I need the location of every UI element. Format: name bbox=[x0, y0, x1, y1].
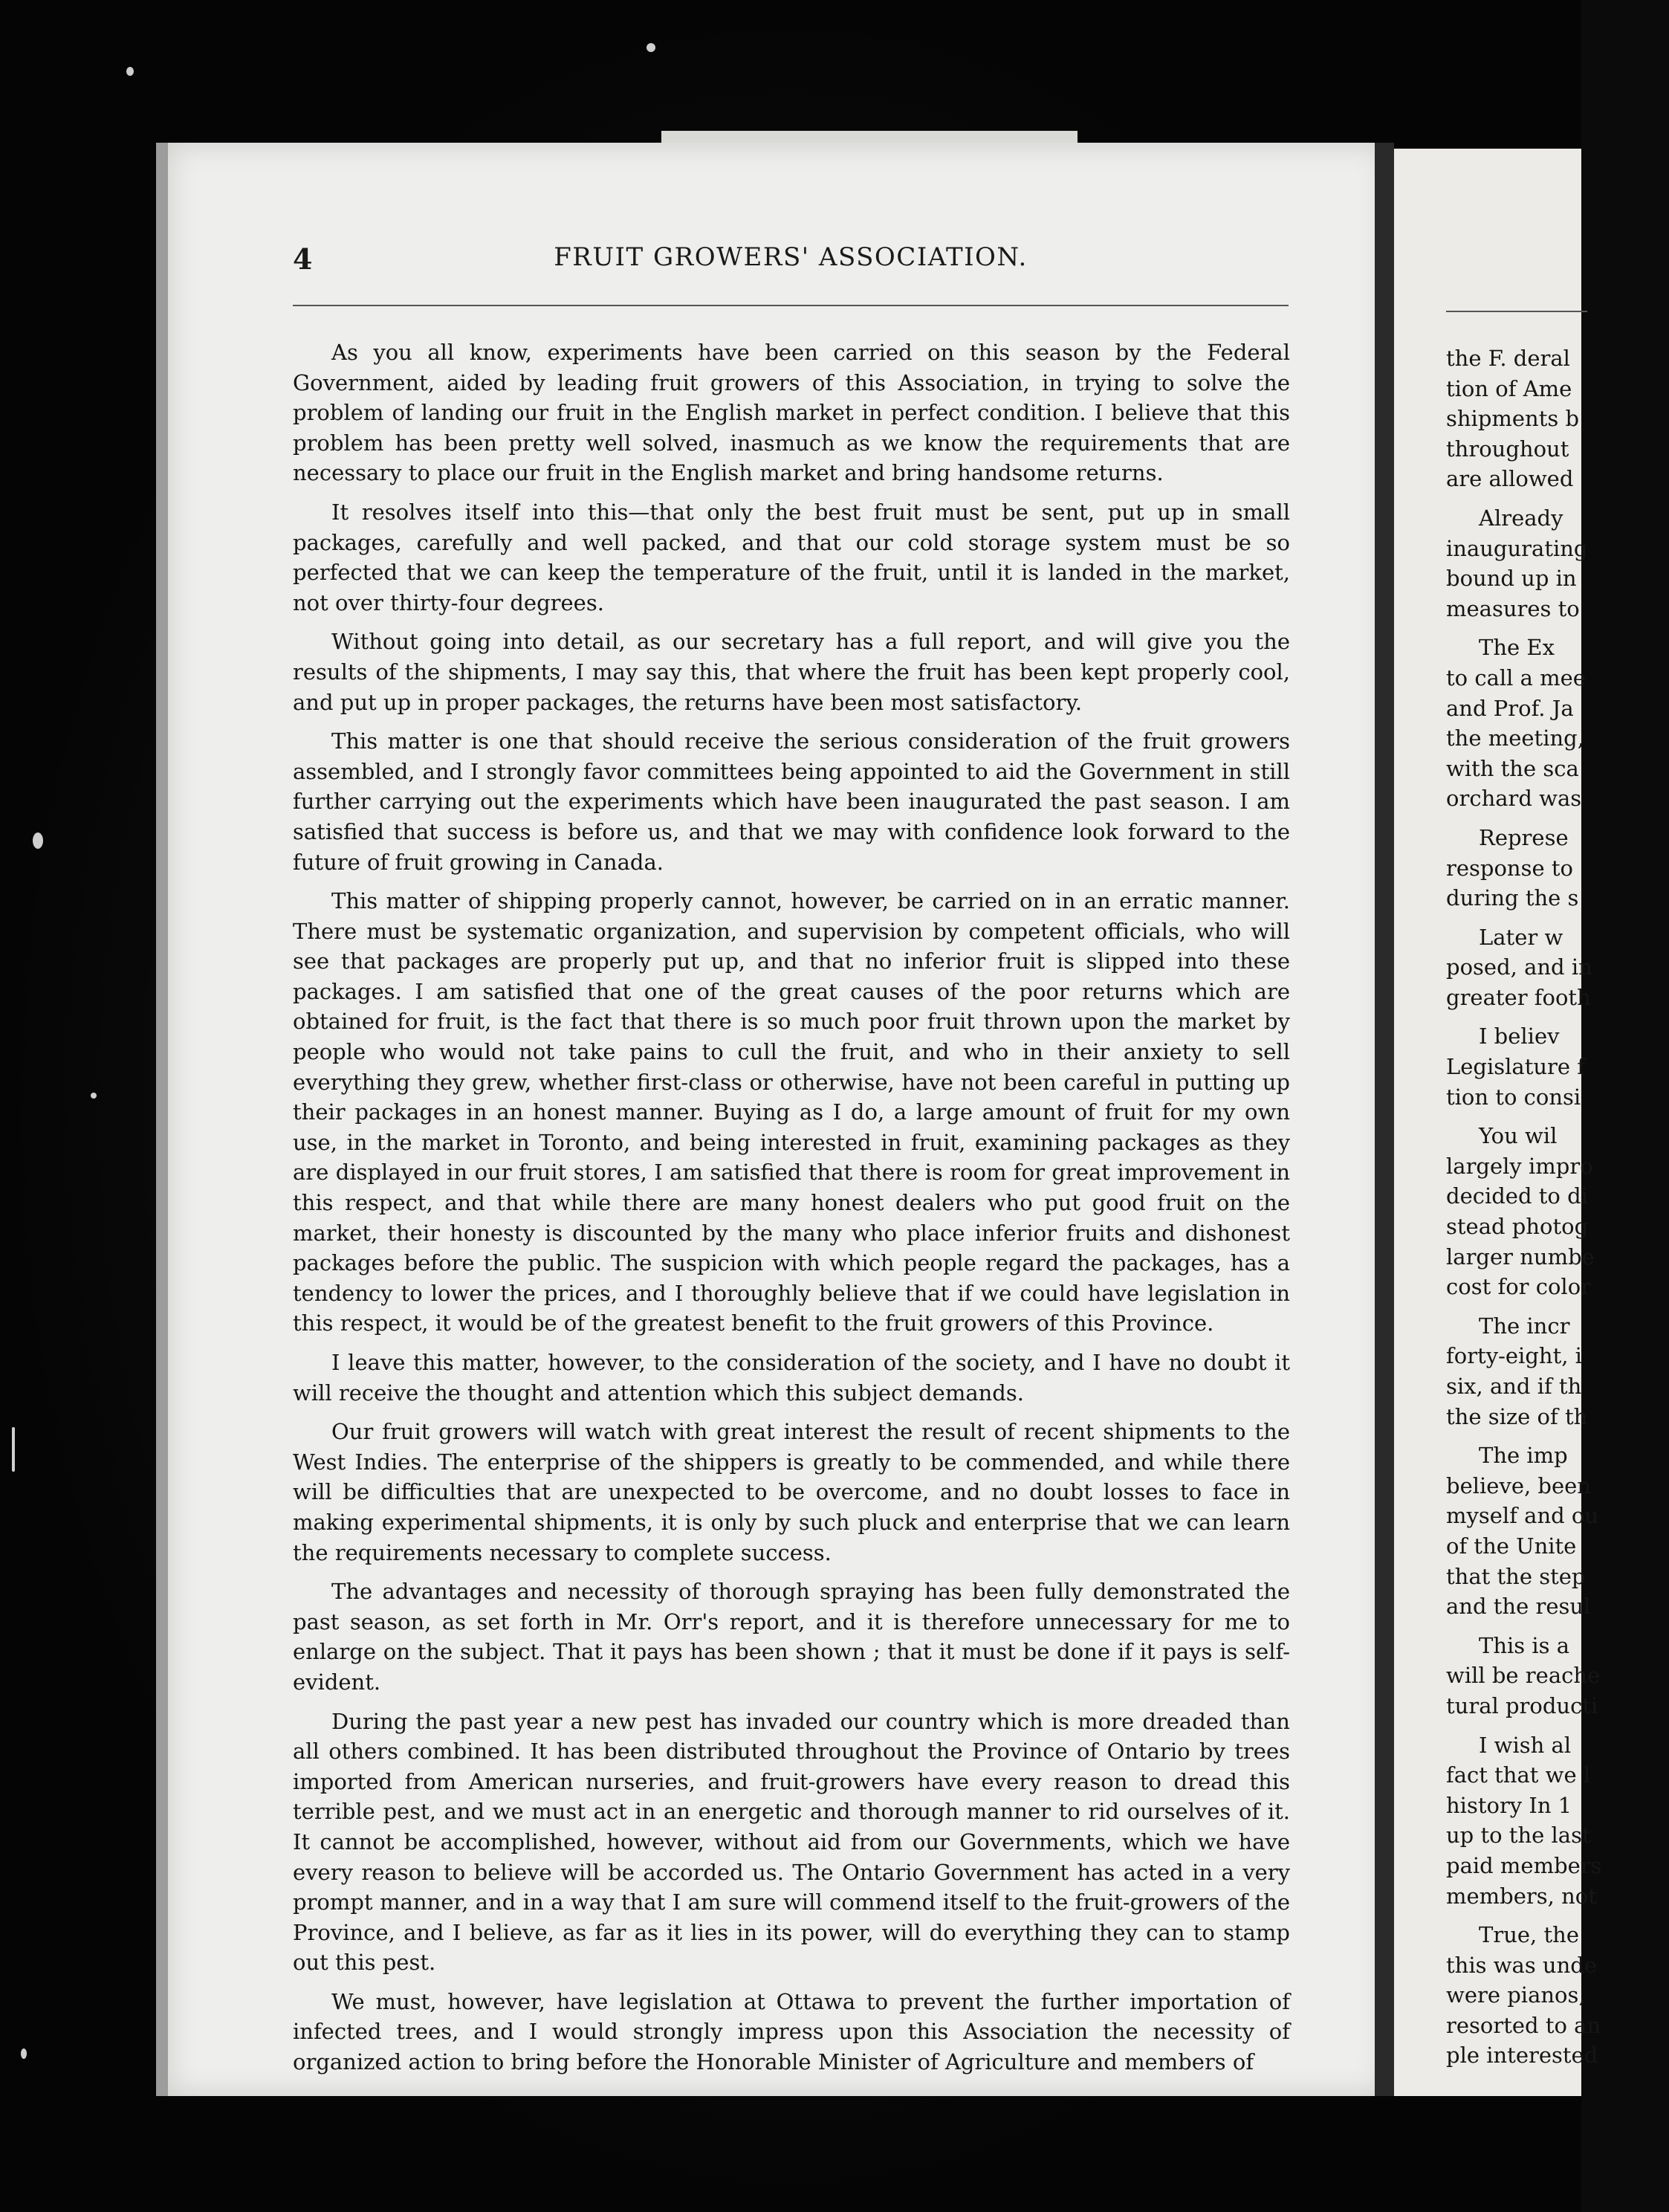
right-page-line: greater footh bbox=[1446, 984, 1591, 1010]
paragraph: This matter of shipping properly cannot, however, be carried on in an erratic manner. There must be systematic organization, and supervision by competent officials, who will see that packages are properly put up, and that no inferior fruit is slipped into these packages. I am satisfied that one of the great causes of the poor returns which are obtained for fruit, is the fact that there is so much poor fruit thrown upon the market by people who would not take pains to cull the fruit, and who in their anxiety to sell everything they grew, whether first-class or otherwise, have not been careful in putting up their packages in an honest manner. Buying as I do, a large amount of fruit for my own use, in the market in Toronto, and being interested in fruit, examining packages as they are displayed in our fruit stores, I am satisfied that there is room for great improvement in this respect, and that while there are many honest dealers who put good fruit on the market, their honesty is discounted by the many who place inferior fruits and dishonest packages before the public. The suspicion with which people regard the packages, has a tendency to lower the prices, and I thoroughly believe that if we could have legislation in this respect, it would be of the greatest benefit to the fruit growers of this Province. bbox=[293, 888, 1290, 1336]
dust-speck bbox=[33, 832, 43, 849]
book-gutter bbox=[1375, 143, 1394, 2096]
paragraph-gap bbox=[1446, 1302, 1669, 1311]
right-page-line: of the Unite bbox=[1446, 1533, 1577, 1559]
right-page-line: paid members bbox=[1446, 1852, 1602, 1878]
right-page-line: Legislature f bbox=[1446, 1054, 1586, 1080]
dust-speck bbox=[646, 43, 655, 52]
body-text bbox=[293, 337, 1290, 2086]
right-page-line: shipments b bbox=[1446, 406, 1580, 432]
right-header-rule bbox=[1446, 311, 1587, 312]
right-page-line: tion to consi bbox=[1446, 1084, 1581, 1110]
paragraph-gap bbox=[1446, 624, 1669, 633]
right-page-line: posed, and in bbox=[1446, 954, 1592, 980]
right-page-line: with the sca bbox=[1446, 755, 1579, 781]
right-page-line: members, not bbox=[1446, 1883, 1597, 1909]
paragraph: Our fruit growers will watch with great interest the result of recent shipments to the West Indies. The enterprise of the shippers is greatly to be commended, and while there will be difficulties that are unexpected to be overcome, and no doubt losses to face in making experimental shipments, it is only by such pluck and enterprise that we can learn the requirements necessary to complete success. bbox=[293, 1419, 1290, 1565]
running-head bbox=[293, 242, 1289, 279]
running-head-title: FRUIT GROWERS' ASSOCIATION. bbox=[554, 242, 1028, 272]
right-page-line: largely impro bbox=[1446, 1153, 1593, 1179]
right-page bbox=[1394, 149, 1602, 2096]
right-page-line: this was unde bbox=[1446, 1952, 1597, 1978]
right-page-line: stead photog bbox=[1446, 1214, 1589, 1240]
right-page-clip bbox=[1394, 149, 1602, 2096]
right-page-line: cost for color bbox=[1446, 1274, 1592, 1300]
right-page-line: will be reache bbox=[1446, 1663, 1601, 1689]
right-page-line: six, and if th bbox=[1446, 1374, 1582, 1399]
paragraph-gap bbox=[1446, 1911, 1669, 1920]
right-page-line: I believ bbox=[1479, 1023, 1560, 1050]
right-page-line: history In 1 bbox=[1446, 1792, 1572, 1818]
right-page-line: I wish al bbox=[1479, 1732, 1572, 1758]
right-page-line: myself and ou bbox=[1446, 1503, 1599, 1529]
paragraph: We must, however, have legislation at Ottawa to prevent the further importation of infected trees, and I would strongly impress upon this Association the necessity of organized action to bring before the Honorable Minister of Agriculture and members of bbox=[293, 1988, 1290, 2075]
right-page-line: to call a mee bbox=[1446, 664, 1586, 691]
right-page-line: inaugurating bbox=[1446, 535, 1588, 561]
right-page-line: are allowed bbox=[1446, 466, 1574, 492]
right-page-line: resorted to an bbox=[1446, 2012, 1601, 2038]
header-rule bbox=[293, 305, 1289, 306]
right-page-line: True, the bbox=[1479, 1922, 1579, 1948]
right-page-line: the F. deral bbox=[1446, 346, 1570, 371]
right-page-line: were pianos, bbox=[1446, 1982, 1586, 2008]
dust-speck bbox=[12, 1427, 15, 1472]
paragraph-gap bbox=[1446, 1012, 1669, 1021]
paragraph: This matter is one that should receive the serious consideration of the fruit growers assembled, and I strongly favor committees being appointed to aid the Government in still further carrying out the experiments which have been inaugurated the past season. I am satisfied that success is before us, and that we may with confidence look forward to the future of fruit growing in Canada. bbox=[293, 728, 1290, 875]
paragraph-gap bbox=[1446, 1112, 1669, 1121]
paragraph: As you all know, experiments have been carried on this season by the Federal Government, aided by leading fruit growers of this Association, in trying to solve the problem of landing our fruit in the English market in perfect condition. I believe that this problem has been pretty well solved, inasmuch as we know the requirements that are necessary to place our fruit in the English market and bring handsome returns. bbox=[293, 340, 1290, 486]
right-page-line: tion of Ame bbox=[1446, 375, 1572, 401]
right-page-line: Already bbox=[1479, 505, 1563, 531]
right-page-line: larger numbe bbox=[1446, 1244, 1595, 1270]
right-page-line: and Prof. Ja bbox=[1446, 695, 1574, 721]
right-page-line: throughout bbox=[1446, 436, 1569, 462]
right-page-line: the size of th bbox=[1446, 1403, 1588, 1429]
right-page-line: Represe bbox=[1479, 824, 1569, 850]
page-number: 4 bbox=[293, 242, 313, 276]
right-page-line: decided to di bbox=[1446, 1183, 1588, 1209]
paragraph-gap bbox=[1446, 913, 1669, 922]
right-page-line: the meeting, bbox=[1446, 725, 1584, 751]
right-page-line: believe, been bbox=[1446, 1472, 1591, 1498]
right-page-line: fact that we l bbox=[1446, 1762, 1591, 1788]
right-page-line: The imp bbox=[1479, 1443, 1568, 1469]
right-page-line: measures to bbox=[1446, 595, 1580, 621]
right-page-line: forty-eight, i bbox=[1446, 1343, 1582, 1369]
paragraph: The advantages and necessity of thorough spraying has been fully demonstrated the past season, as set forth in Mr. Orr's report, and it is therefore unnecessary for me to enlarge on the subject. That it pays has been shown ; that it must be done if it pays is self-evident. bbox=[293, 1579, 1290, 1695]
right-page-line: that the step bbox=[1446, 1563, 1586, 1589]
right-page-line: up to the last bbox=[1446, 1823, 1591, 1849]
paragraph: Without going into detail, as our secretary has a full report, and will give you the results of the shipments, I may say this, that where the fruit has been kept properly cool, and put up in proper packages, the returns have been most satisfactory. bbox=[293, 629, 1290, 715]
paragraph-gap bbox=[1446, 814, 1669, 823]
right-page-line: during the s bbox=[1446, 885, 1579, 911]
left-page bbox=[156, 143, 1387, 2096]
right-page-line: Later w bbox=[1479, 924, 1563, 950]
right-page-line: The Ex bbox=[1479, 635, 1555, 661]
paragraph: It resolves itself into this—that only the best fruit must be sent, put up in small packages, carefully and well packed, and that our cold storage system must be so perfected that we can keep the temperature of the fruit, until it is landed in the market, not over thirty-four degrees. bbox=[293, 499, 1290, 615]
paragraph-gap bbox=[1446, 1721, 1669, 1730]
right-page-line: The incr bbox=[1479, 1313, 1570, 1339]
dust-speck bbox=[91, 1093, 97, 1099]
right-page-line: bound up in bbox=[1446, 566, 1577, 592]
right-page-line: tural producti bbox=[1446, 1692, 1598, 1718]
right-page-text bbox=[1446, 343, 1669, 2071]
paragraph: During the past year a new pest has invaded our country which is more dreaded than all others combined. It has been distributed throughout the Province of Ontario by trees imported from American nurseries, and fruit-growers have every reason to dread this terrible pest, and we must act in an energetic and thorough manner to rid ourselves of it. It cannot be accomplished, however, without aid from our Governments, which we have every reason to believe will be accorded us. The Ontario Government has acted in a very prompt manner, and in a way that I am sure will commend itself to the fruit-growers of the Province, and I believe, as far as it lies in its power, will do everything they can to stamp out this pest. bbox=[293, 1708, 1290, 1976]
dust-speck bbox=[21, 2048, 27, 2059]
right-page-line: You wil bbox=[1479, 1123, 1558, 1149]
right-page-line: ple interested bbox=[1446, 2043, 1598, 2069]
right-page-line: This is a bbox=[1479, 1632, 1570, 1658]
paragraph-gap bbox=[1446, 1622, 1669, 1631]
paragraph: I leave this matter, however, to the consideration of the society, and I have no doubt it will receive the thought and attention which this subject demands. bbox=[293, 1350, 1290, 1406]
right-page-line: response to bbox=[1446, 855, 1573, 881]
paragraph-gap bbox=[1446, 494, 1669, 503]
right-page-line: orchard was bbox=[1446, 786, 1582, 812]
dust-speck bbox=[126, 67, 134, 76]
paragraph-gap bbox=[1446, 1432, 1669, 1440]
right-page-line: and the resul bbox=[1446, 1594, 1591, 1620]
